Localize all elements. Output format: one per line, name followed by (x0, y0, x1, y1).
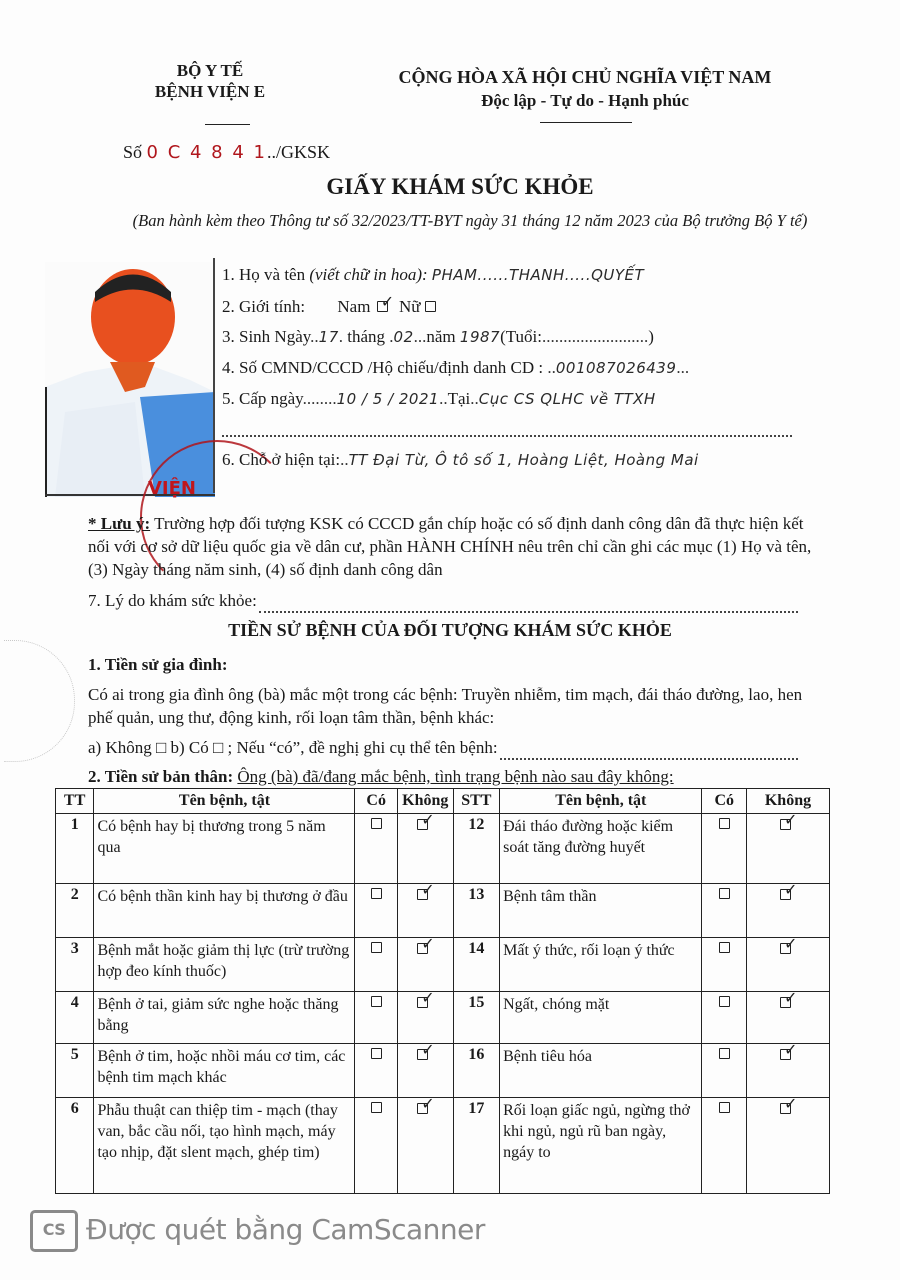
yes-checkbox[interactable] (719, 996, 730, 1007)
disease-name: Có bệnh hay bị thương trong 5 năm qua (94, 814, 355, 884)
no-checkbox-checked[interactable]: ✓ (778, 886, 798, 900)
personal-history-heading (88, 767, 828, 787)
col-header-stt: STT (453, 789, 500, 814)
note-block (88, 512, 818, 581)
row-number: 2 (56, 884, 94, 938)
row-number: 5 (56, 1044, 94, 1098)
motto: Độc lập - Tự do - Hạnh phúc (481, 91, 689, 110)
divider-right (540, 122, 632, 123)
col-header-no-right: Không (746, 789, 829, 814)
nation-block (370, 66, 800, 112)
yes-checkbox[interactable] (371, 1048, 382, 1059)
col-header-name-left: Tên bệnh, tật (94, 789, 355, 814)
row-number: 4 (56, 992, 94, 1044)
yes-checkbox[interactable] (719, 1048, 730, 1059)
col-header-tt: TT (56, 789, 94, 814)
issue-label: 5. Cấp ngày (222, 389, 303, 408)
disease-name: Mất ý thức, rối loạn ý thức (500, 938, 702, 992)
stamp-text: VIỆN (148, 478, 196, 499)
row-number: 15 (453, 992, 500, 1044)
address-label: 6. Chỗ ở hiện tại: (222, 450, 341, 469)
disease-name: Đái tháo đường hoặc kiểm soát tăng đường huyết (500, 814, 702, 884)
reason-field[interactable] (259, 591, 798, 613)
family-history-options (88, 738, 798, 760)
id-value[interactable]: 001087026439 (555, 359, 677, 377)
disease-name: Bệnh ở tai, giảm sức nghe hoặc thăng bằng (94, 992, 355, 1044)
no-checkbox-checked[interactable]: ✓ (415, 940, 435, 954)
disease-name: Bệnh ở tim, hoặc nhồi máu cơ tim, các bệnh tim mạch khác (94, 1044, 355, 1098)
history-title: TIỀN SỬ BỆNH CỦA ĐỐI TƯỢNG KHÁM SỨC KHỎE (228, 620, 672, 640)
table-row (56, 1098, 830, 1194)
yes-checkbox[interactable] (719, 888, 730, 899)
field-name (222, 265, 822, 285)
field-issue: 5. Cấp ngày........10 / 5 / 2021..Tại..Cục CS QLHC về TTXH (222, 389, 656, 408)
yes-checkbox[interactable] (371, 1102, 382, 1113)
id-label: 4. Số CMND/CCCD /Hộ chiếu/định danh CD : (222, 358, 544, 377)
dob-year[interactable]: 1987 (459, 328, 501, 346)
page-title: GIẤY KHÁM SỨC KHỎE (326, 174, 594, 199)
subtitle: (Ban hành kèm theo Thông tư số 32/2023/TT-BYT ngày 31 tháng 12 năm 2023 của Bộ trưởng Bộ Y tế) (132, 211, 808, 230)
family-history-title: 1. Tiền sử gia đình: (88, 655, 228, 674)
row-number: 6 (56, 1098, 94, 1194)
faint-stamp-mark (4, 640, 75, 762)
disease-name: Bệnh mắt hoặc giảm thị lực (trừ trường hợp đeo kính thuốc) (94, 938, 355, 992)
issuer-block (150, 60, 270, 102)
age-label: (Tuổi: (500, 327, 542, 346)
dob-label: 3. Sinh Ngày (222, 327, 311, 346)
table-header-row (56, 789, 830, 814)
no-checkbox-checked[interactable]: ✓ (415, 1100, 435, 1114)
field-id: 4. Số CMND/CCCD /Hộ chiếu/định danh CD : ..001087026439... (222, 358, 690, 377)
table-row (56, 938, 830, 992)
disease-name: Có bệnh thần kinh hay bị thương ở đầu (94, 884, 355, 938)
personal-history-title: 2. Tiền sử bản thân: (88, 767, 234, 786)
address-value[interactable]: TT Đại Từ, Ô tô số 1, Hoàng Liệt, Hoàng Mai (348, 451, 699, 469)
family-options-text[interactable]: a) Không □ b) Có □ ; Nếu “có”, đề nghị ghi cụ thể tên bệnh: (88, 738, 498, 757)
dob-month[interactable]: 02 (393, 328, 414, 346)
personal-history-question: Ông (bà) đã/đang mắc bệnh, tình trạng bệnh nào sau đây không: (237, 767, 674, 786)
yes-checkbox[interactable] (371, 996, 382, 1007)
gender-label: 2. Giới tính: (222, 297, 306, 316)
note-label: * Lưu ý: (88, 514, 151, 533)
yes-checkbox[interactable] (371, 818, 382, 829)
note-text: Trường hợp đối tượng KSK có CCCD gắn chíp hoặc có số định danh công dân đã thực hiện kết nối với cơ sở dữ liệu quốc gia về dân cư, phần HÀNH CHÍNH nêu trên chỉ cần ghi các mục (1) Họ và tên, (3) Ngày tháng năm sinh, (4) số định danh công dân (88, 514, 812, 579)
issue-continuation-line (222, 421, 792, 437)
disease-name: Phẫu thuật can thiệp tim - mạch (thay van, bắc cầu nối, tạo hình mạch, máy tạo nhịp, đặt slent mạch, ghép tim) (94, 1098, 355, 1194)
no-checkbox-checked[interactable]: ✓ (415, 886, 435, 900)
col-header-name-right: Tên bệnh, tật (500, 789, 702, 814)
no-checkbox-checked[interactable]: ✓ (415, 816, 435, 830)
divider-left (205, 124, 250, 125)
disease-name: Bệnh tiêu hóa (500, 1044, 702, 1098)
no-checkbox-checked[interactable]: ✓ (778, 816, 798, 830)
issue-date[interactable]: 10 / 5 / 2021 (336, 390, 440, 408)
disease-name: Rối loạn giấc ngủ, ngừng thở khi ngủ, ngủ rũ ban ngày, ngáy to (500, 1098, 702, 1194)
number-suffix: ../GKSK (266, 142, 330, 162)
nation-name: CỘNG HÒA XÃ HỘI CHỦ NGHĨA VIỆT NAM (398, 67, 772, 87)
no-checkbox-checked[interactable]: ✓ (778, 1100, 798, 1114)
table-row (56, 814, 830, 884)
number-label: Số (123, 142, 143, 162)
row-number: 16 (453, 1044, 500, 1098)
gender-male-label: Nam (337, 297, 371, 316)
col-header-yes-left: Có (355, 789, 397, 814)
name-value[interactable]: PHAM......THANH.....QUYẾT (431, 266, 645, 284)
col-header-yes-right: Có (702, 789, 747, 814)
gender-female-checkbox[interactable] (425, 301, 436, 312)
gender-male-checkbox[interactable]: ✓ (375, 298, 395, 312)
no-checkbox-checked[interactable]: ✓ (778, 940, 798, 954)
family-disease-field[interactable] (500, 738, 798, 760)
camscanner-watermark (30, 1210, 485, 1252)
age-field[interactable]: ......................... (542, 327, 649, 346)
field-reason (88, 591, 798, 613)
reason-label: 7. Lý do khám sức khỏe: (88, 591, 257, 610)
row-number: 13 (453, 884, 500, 938)
table-row (56, 884, 830, 938)
number-value: 0 C 4 8 4 1 (146, 142, 267, 163)
col-header-no-left: Không (397, 789, 453, 814)
gender-female-label: Nữ (398, 297, 421, 316)
issue-place[interactable]: Cục CS QLHC về TTXH (478, 390, 656, 408)
field-dob: 3. Sinh Ngày..17. tháng .02...năm 1987(Tuổi:.........................) (222, 327, 654, 346)
yes-checkbox[interactable] (719, 942, 730, 953)
yes-checkbox[interactable] (719, 818, 730, 829)
yes-checkbox[interactable] (371, 888, 382, 899)
issue-place-label: Tại (447, 389, 471, 408)
no-checkbox-checked[interactable]: ✓ (778, 994, 798, 1008)
no-checkbox-checked[interactable]: ✓ (415, 994, 435, 1008)
no-checkbox-checked[interactable]: ✓ (778, 1046, 798, 1060)
row-number: 17 (453, 1098, 500, 1194)
dob-day[interactable]: 17 (318, 328, 339, 346)
disease-name: Ngất, chóng mặt (500, 992, 702, 1044)
name-hint: (viết chữ in hoa): (309, 265, 428, 284)
disease-name: Bệnh tâm thần (500, 884, 702, 938)
dob-month-label: tháng (347, 327, 386, 346)
document-number (123, 142, 330, 163)
ministry-name: BỘ Y TẾ (176, 61, 244, 80)
yes-checkbox[interactable] (371, 942, 382, 953)
yes-checkbox[interactable] (719, 1102, 730, 1113)
name-label: 1. Họ và tên (222, 265, 306, 284)
row-number: 1 (56, 814, 94, 884)
family-history-question: Có ai trong gia đình ông (bà) mắc một trong các bệnh: Truyền nhiễm, tim mạch, đái tháo đường, lao, hen phế quản, ung thư, động kinh, rối loạn tâm thần, bệnh khác: (88, 685, 803, 727)
camscanner-logo-icon: CS (30, 1210, 78, 1252)
row-number: 3 (56, 938, 94, 992)
dob-year-label: năm (426, 327, 456, 346)
field-gender (222, 292, 436, 317)
personal-history-table (55, 788, 830, 1194)
row-number: 14 (453, 938, 500, 992)
watermark-text: Được quét bằng CamScanner (86, 1213, 485, 1246)
table-row (56, 1044, 830, 1098)
no-checkbox-checked[interactable]: ✓ (415, 1046, 435, 1060)
field-address: 6. Chỗ ở hiện tại:..TT Đại Từ, Ô tô số 1, Hoàng Liệt, Hoàng Mai (222, 450, 699, 469)
row-number: 12 (453, 814, 500, 884)
hospital-name: BỆNH VIỆN E (154, 82, 266, 101)
table-row (56, 992, 830, 1044)
